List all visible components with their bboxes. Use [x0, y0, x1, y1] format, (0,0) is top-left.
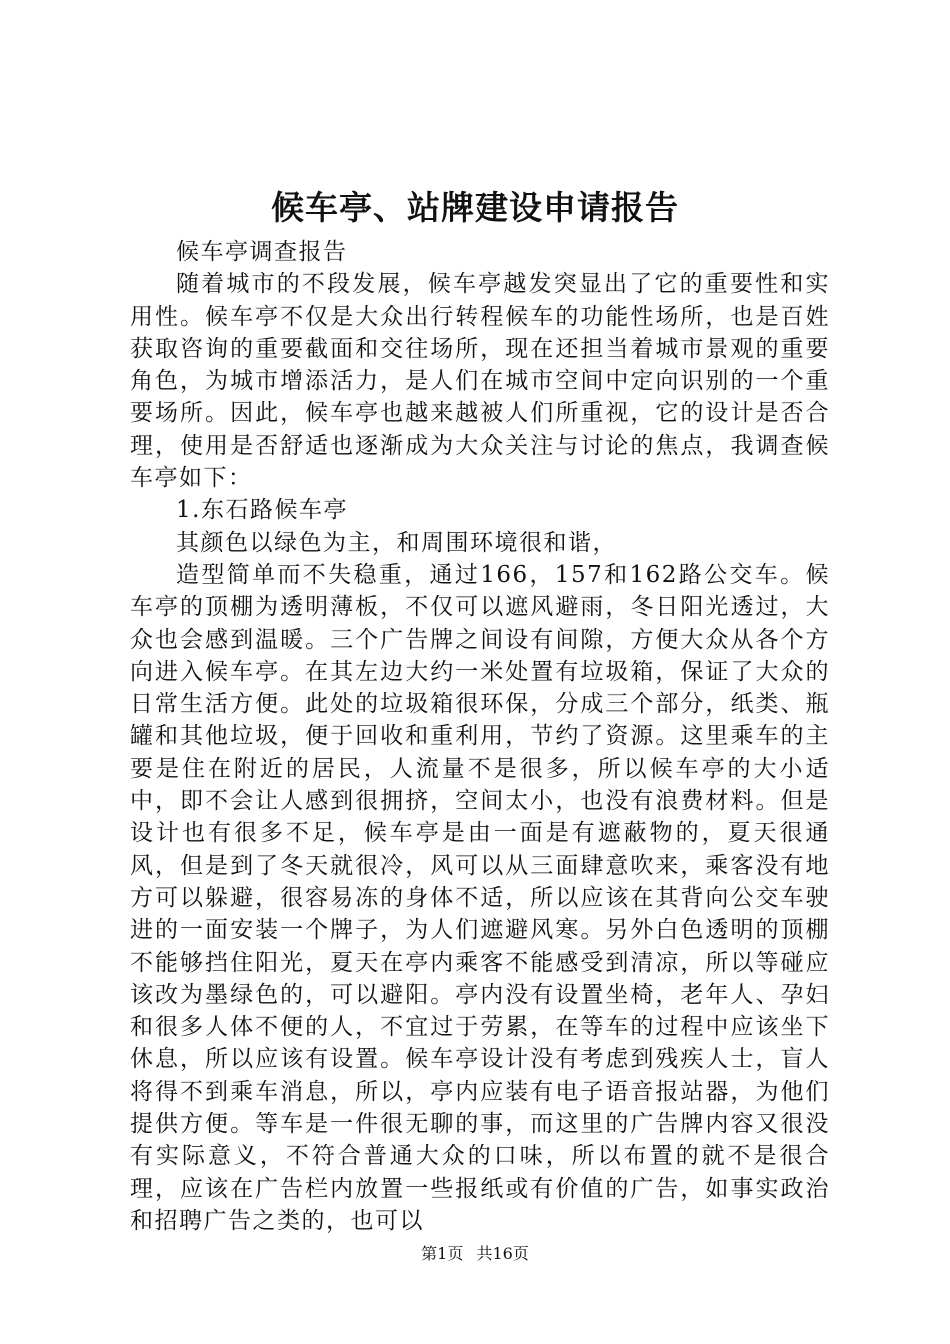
paragraph-main-analysis: 造型简单而不失稳重，通过166，157和162路公交车。候车亭的顶棚为透明薄板，不仅可以遮风避雨，冬日阳光透过，大众也会感到温暖。三个广告牌之间设有间隙，方便大众从各个方向进入候车亭。在其左边大约一米处置有垃圾箱，保证了大众的日常生活方便。此处的垃圾箱很环保，分成三个部分，纸类、瓶罐和其他垃圾，便于回收和重利用，节约了资源。这里乘车的主要是住在附近的居民，人流量不是很多，所以候车亭的大小适中，即不会让人感到很拥挤，空间太小，也没有浪费材料。但是设计也有很多不足，候车亭是由一面是有遮蔽物的，夏天很通风，但是到了冬天就很冷，风可以从三面肆意吹来，乘客没有地方可以躲避，很容易冻的身体不适，所以应该在其背向公交车驶进的一面安装一个牌子，为人们遮避风寒。另外白色透明的顶棚不能够挡住阳光，夏天在亭内乘客不能感受到清凉，所以等碰应该改为墨绿色的，可以避阳。亭内没有设置坐椅，老年人、孕妇和很多人体不便的人，不宜过于劳累，在等车的过程中应该坐下休息，所以应该有设置。候车亭设计没有考虑到残疾人士，盲人将得不到乘车消息，所以，亭内应装有电子语音报站器，为他们提供方便。等车是一件很无聊的事，而这里的广告牌内容又很没有实际意义，不符合普通大众的口味，所以布置的就不是很合理，应该在广告栏内放置一些报纸或有价值的广告，如事实政治和招聘广告之类的，也可以 — [130, 561, 830, 1234]
page-number: 第1页 — [421, 1244, 464, 1263]
paragraph-color: 其颜色以绿色为主，和周围环境很和谐， — [176, 529, 617, 556]
document-title: 候车亭、站牌建设申请报告 — [271, 188, 679, 227]
paragraph-section-heading: 1.东石路候车亭 — [176, 497, 348, 524]
page-total: 共16页 — [476, 1244, 529, 1263]
page-footer — [0, 1243, 950, 1265]
document-body — [130, 236, 830, 1237]
paragraph-intro: 随着城市的不段发展，候车亭越发突显出了它的重要性和实用性。候车亭不仅是大众出行转程候车的功能性场所，也是百姓获取咨询的重要截面和交往场所，现在还担当着城市景观的重要角色，为城市增添活力，是人们在城市空间中定向识别的一个重要场所。因此，候车亭也越来越被人们所重视，它的设计是否合理，使用是否舒适也逐渐成为大众关注与讨论的焦点，我调查候车亭如下： — [130, 271, 830, 492]
paragraph-subtitle: 候车亭调查报告 — [176, 239, 348, 265]
